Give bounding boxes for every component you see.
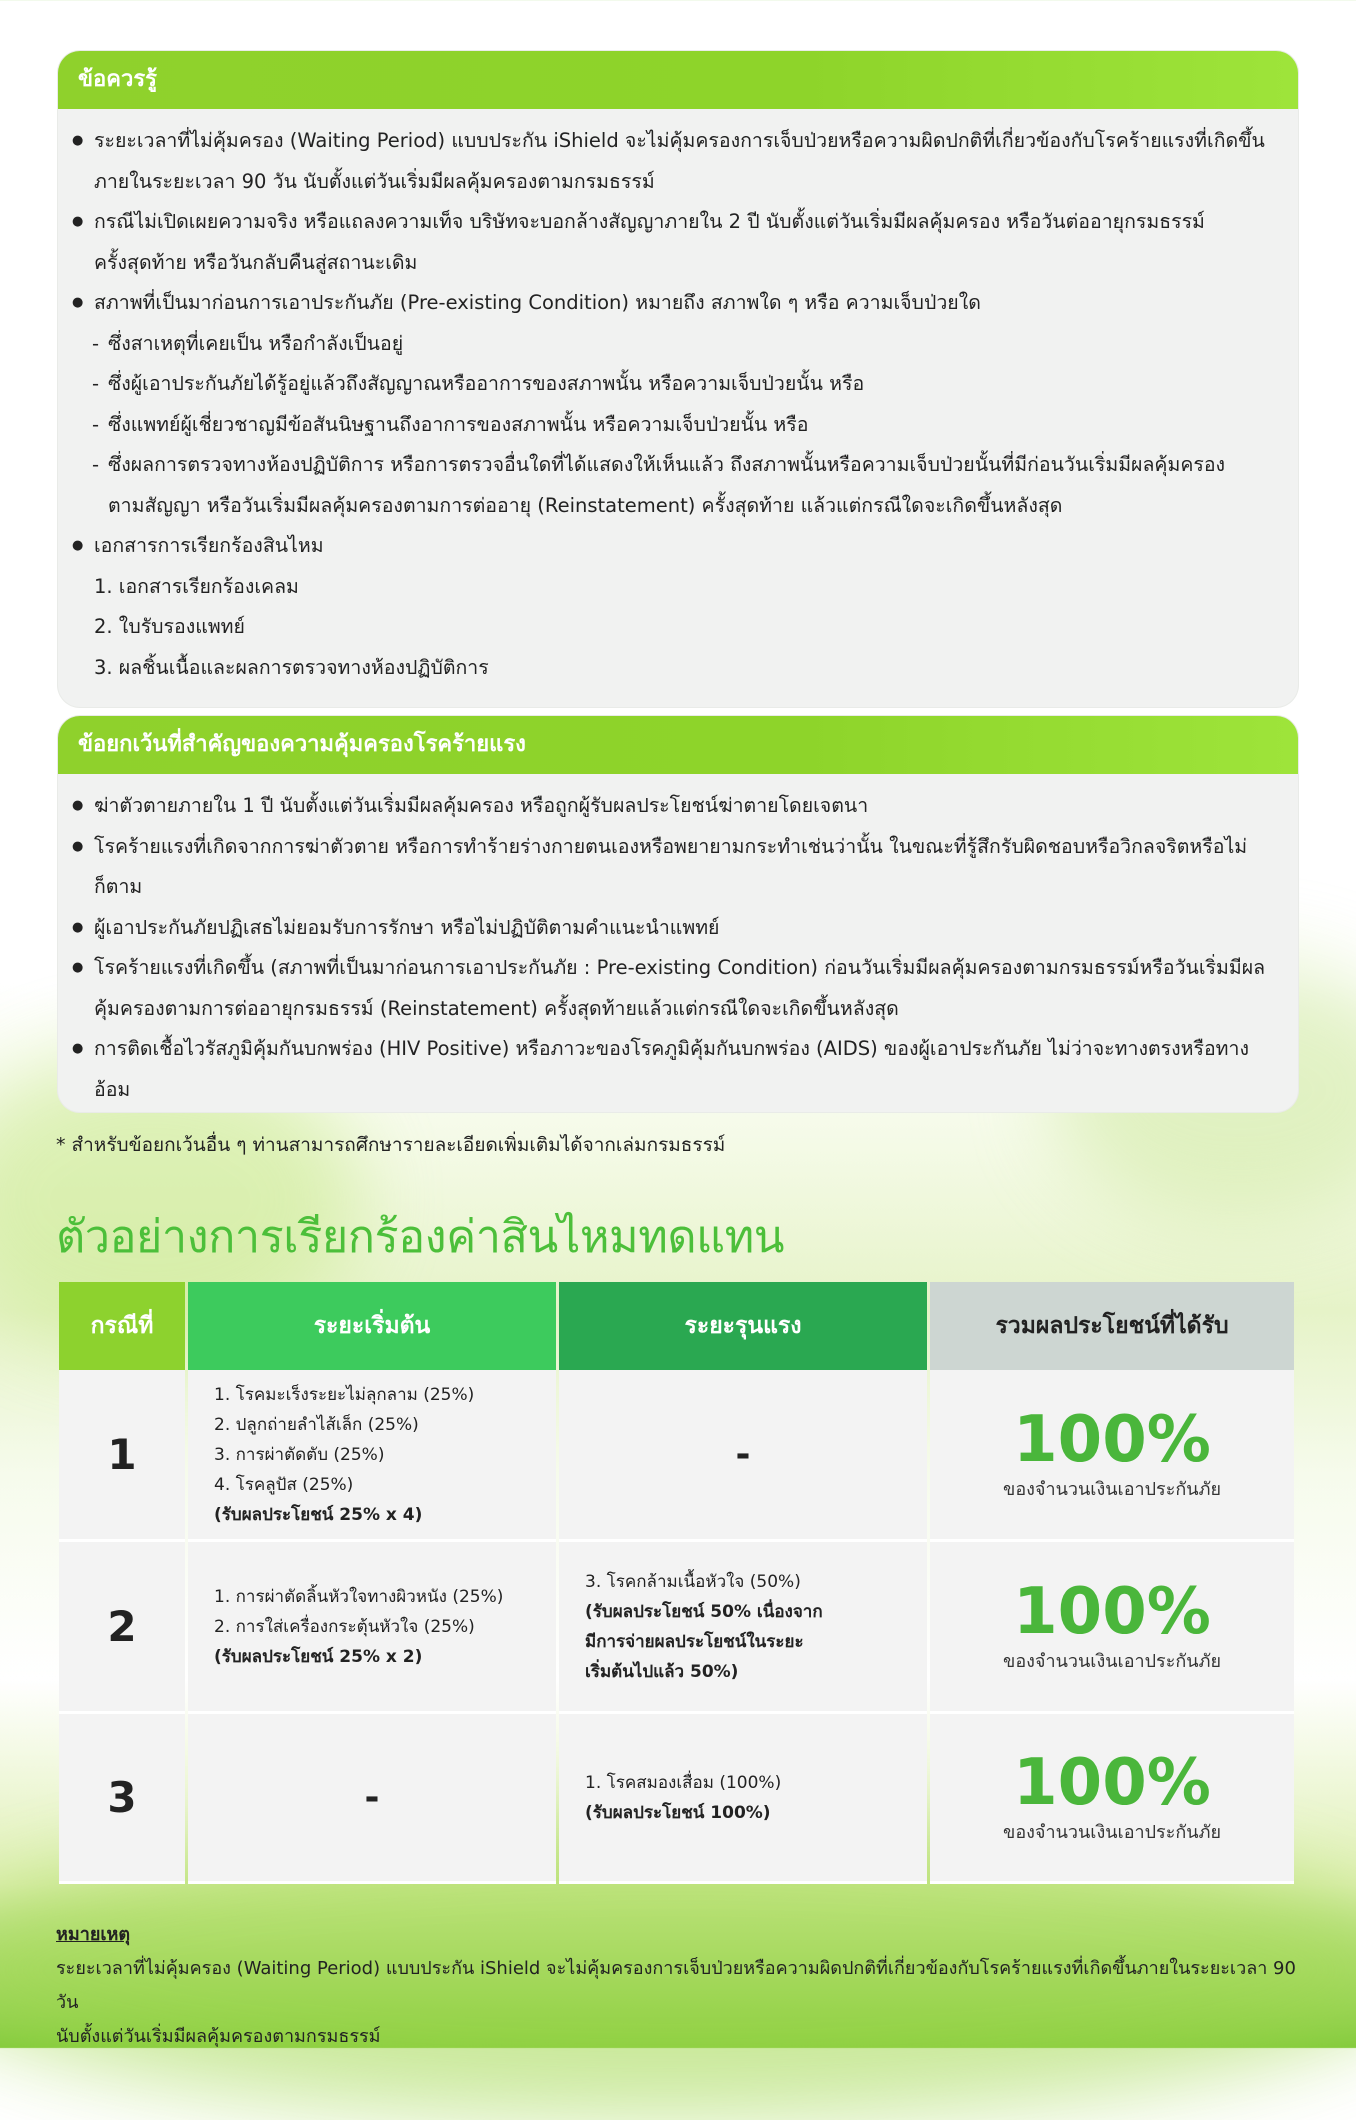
early-stage-cell (188, 1370, 556, 1542)
total-benefit-cell (930, 1370, 1294, 1542)
case-number: 2 (59, 1542, 185, 1714)
early-item: 2. การใส่เครื่องกระตุ้นหัวใจ (25%) (214, 1616, 475, 1637)
bullet-line: ● ระยะเวลาที่ไม่คุ้มครอง (Waiting Period) แบบประกัน iShield จะไม่คุ้มครองการเจ็บป่วยหรือความผิดปกติที่เกี่ยวข้องกับโรคร้ายแรงที่เกิดขึ้น (94, 129, 1265, 152)
claims-title: ตัวอย่างการเรียกร้องค่าสินไหมทดแทน (56, 1210, 785, 1263)
total-benefit-percent: 100% (1013, 1574, 1211, 1649)
exclusions-card (58, 716, 1298, 1112)
early-item: 4. โรคลูปัส (25%) (214, 1474, 354, 1495)
early-item: 2. ปลูกถ่ายลำไส้เล็ก (25%) (214, 1414, 419, 1435)
exclusion-bullet (72, 1029, 1276, 1112)
header-severe-stage: ระยะรุนแรง (559, 1282, 927, 1370)
early-stage-cell: - (188, 1714, 556, 1884)
exclusion-bullet (72, 908, 1276, 949)
case-number: 3 (59, 1714, 185, 1884)
severe-stage-cell: - (559, 1370, 927, 1542)
knowledge-sub-item (72, 405, 1276, 446)
bullet-line (94, 1110, 1276, 1112)
claim-doc-item: 3. ผลชิ้นเนื้อและผลการตรวจทางห้องปฏิบัติการ (94, 655, 489, 679)
early-item: 3. การผ่าตัดตับ (25%) (214, 1444, 385, 1465)
bullet-line: ● ฆ่าตัวตายภายใน 1 ปี นับตั้งแต่วันเริ่มมีผลคุ้มครอง หรือถูกผู้รับผลประโยชน์ฆ่าตายโดยเจตนา (94, 794, 869, 817)
sub-item-line: ซึ่งแพทย์ผู้เชี่ยวชาญมีข้อสันนิษฐานถึงอาการของสภาพนั้น หรือความเจ็บป่วยนั้น หรือ (108, 412, 809, 436)
severe-benefit-note: เริ่มต้นไปแล้ว 50%) (585, 1661, 739, 1682)
knowledge-sub-item (72, 364, 1276, 405)
bullet-line: ● ผู้เอาประกันภัยปฏิเสธไม่ยอมรับการรักษา หรือไม่ปฏิบัติตามคำแนะนำแพทย์ (94, 915, 720, 939)
sub-item-line: ซึ่งผลการตรวจทางห้องปฏิบัติการ หรือการตรวจอื่นใดที่ได้แสดงให้เห็นแล้ว ถึงสภาพนั้นหรือความเจ็บป่วยนั้นที่มีก่อนวันเริ่มมีผลคุ้มครอง (108, 453, 1226, 476)
claim-doc-item: 1. เอกสารเรียกร้องเคลม (94, 574, 299, 598)
claims-table (56, 1282, 1297, 1884)
dash-marker: - (92, 412, 100, 436)
claims-header-row (59, 1282, 1294, 1370)
dash-marker: - (92, 372, 100, 395)
knowledge-bullet (72, 121, 1276, 202)
sub-item-line: ซึ่งสาเหตุที่เคยเป็น หรือกำลังเป็นอยู่ (108, 331, 404, 355)
early-benefit-note: (รับผลประโยชน์ 25% x 2) (214, 1646, 423, 1667)
bullet-line: ครั้งสุดท้าย หรือวันกลับคืนสู่สถานะเดิม (94, 250, 418, 274)
remark-line: ระยะเวลาที่ไม่คุ้มครอง (Waiting Period) แบบประกัน iShield จะไม่คุ้มครองการเจ็บป่วยหรือความผิดปกติที่เกี่ยวข้องกับโรคร้ายแรงที่เกิดขึ้นภายในระยะเวลา 90 วัน (56, 1958, 1296, 2013)
knowledge-bullet (72, 283, 1276, 324)
total-benefit-label: ของจำนวนเงินเอาประกันภัย (1003, 1821, 1221, 1843)
total-benefit-percent: 100% (1013, 1402, 1211, 1477)
exclusion-bullet (72, 948, 1276, 1029)
header-total-benefit: รวมผลประโยชน์ที่ได้รับ (930, 1282, 1294, 1370)
knowledge-body (58, 109, 1298, 698)
bullet-line: ภายในระยะเวลา 90 วัน นับตั้งแต่วันเริ่มมีผลคุ้มครองตามกรมธรรม์ (94, 169, 655, 193)
early-benefit-note: (รับผลประโยชน์ 25% x 4) (214, 1504, 423, 1525)
severe-benefit-note: (รับผลประโยชน์ 100%) (585, 1802, 771, 1823)
dash-marker: - (92, 453, 100, 476)
knowledge-sub-item (72, 324, 1276, 365)
early-item: 1. โรคมะเร็งระยะไม่ลุกลาม (25%) (214, 1384, 475, 1405)
severe-benefit-note: มีการจ่ายผลประโยชน์ในระยะ (585, 1631, 804, 1652)
knowledge-title: ข้อควรรู้ (58, 51, 1298, 109)
claim-docs-title: ● เอกสารการเรียกร้องสินไหม (72, 526, 1276, 567)
bullet-line: คุ้มครองตามการต่ออายุกรมธรรม์ (Reinstatement) ครั้งสุดท้ายแล้วแต่กรณีใดจะเกิดขึ้นหลังสุด (94, 996, 899, 1020)
claims-row (59, 1370, 1294, 1542)
exclusions-body (58, 774, 1298, 1112)
knowledge-card (58, 51, 1298, 707)
knowledge-sub-item (72, 445, 1276, 526)
case-number: 1 (59, 1370, 185, 1542)
total-benefit-label: ของจำนวนเงินเอาประกันภัย (1003, 1650, 1221, 1672)
claims-row (59, 1542, 1294, 1714)
exclusions-title: ข้อยกเว้นที่สำคัญของความคุ้มครองโรคร้ายแรง (58, 716, 1298, 774)
header-case: กรณีที่ (59, 1282, 185, 1370)
severe-benefit-note: (รับผลประโยชน์ 50% เนื่องจาก (585, 1601, 823, 1622)
footnote: * สำหรับข้อยกเว้นอื่น ๆ ท่านสามารถศึกษารายละเอียดเพิ่มเติมได้จากเล่มกรมธรรม์ (56, 1134, 726, 1156)
remark-line: นับตั้งแต่วันเริ่มมีผลคุ้มครองตามกรมธรรม์ (56, 2026, 381, 2047)
bullet-line: ● กรณีไม่เปิดเผยความจริง หรือแถลงความเท็จ บริษัทจะบอกล้างสัญญาภายใน 2 ปี นับตั้งแต่วันเริ่มมีผลคุ้มครอง หรือวันต่ออายุกรมธรรม์ (94, 210, 1205, 233)
bullet-line: ● โรคร้ายแรงที่เกิดขึ้น (สภาพที่เป็นมาก่อนการเอาประกันภัย : Pre-existing Condition) ก่อนวันเริ่มมีผลคุ้มครองตามกรมธรรม์หรือวันเริ่มมีผล (94, 956, 1266, 979)
total-benefit-percent: 100% (1013, 1745, 1211, 1820)
severe-stage-cell (559, 1542, 927, 1714)
bullet-line: ● โรคร้ายแรงที่เกิดจากการฆ่าตัวตาย หรือการทำร้ายร่างกายตนเองหรือพยายามกระทำเช่นว่านั้น ในขณะที่รู้สึกรับผิดชอบหรือวิกลจริตหรือไม่ก็ตาม (94, 834, 1248, 898)
header-early-stage: ระยะเริ่มต้น (188, 1282, 556, 1370)
exclusion-bullet (72, 827, 1276, 908)
early-stage-cell (188, 1542, 556, 1714)
claim-doc-item: 2. ใบรับรองแพทย์ (94, 615, 245, 638)
total-benefit-cell (930, 1542, 1294, 1714)
claims-row (59, 1714, 1294, 1884)
early-item: 1. การผ่าตัดลิ้นหัวใจทางผิวหนัง (25%) (214, 1586, 504, 1607)
sub-item-line: ซึ่งผู้เอาประกันภัยได้รู้อยู่แล้วถึงสัญญาณหรืออาการของสภาพนั้น หรือความเจ็บป่วยนั้น หรือ (108, 372, 865, 395)
bullet-line: ● สภาพที่เป็นมาก่อนการเอาประกันภัย (Pre-existing Condition) หมายถึง สภาพใด ๆ หรือ ความเจ็บป่วยใด (94, 291, 981, 314)
exclusion-bullet (72, 786, 1276, 827)
bullet-line: ● การติดเชื้อไวรัสภูมิคุ้มกันบกพร่อง (HIV Positive) หรือภาวะของโรคภูมิคุ้มกันบกพร่อง (AIDS) ของผู้เอาประกันภัย ไม่ว่าจะทางตรงหรือทางอ้อม (94, 1037, 1249, 1101)
severe-stage-cell (559, 1714, 927, 1884)
knowledge-bullet (72, 202, 1276, 283)
severe-item: 3. โรคกล้ามเนื้อหัวใจ (50%) (585, 1571, 801, 1592)
remark-title: หมายเหตุ (56, 1924, 131, 1945)
severe-item: 1. โรคสมองเสื่อม (100%) (585, 1772, 782, 1793)
total-benefit-cell (930, 1714, 1294, 1884)
total-benefit-label: ของจำนวนเงินเอาประกันภัย (1003, 1478, 1221, 1500)
remark (56, 1918, 1316, 2054)
sub-item-line: ตามสัญญา หรือวันเริ่มมีผลคุ้มครองตามการต่ออายุ (Reinstatement) ครั้งสุดท้าย แล้วแต่กรณีใดจะเกิดขึ้นหลังสุด (108, 493, 1063, 517)
dash-marker: - (92, 331, 100, 355)
